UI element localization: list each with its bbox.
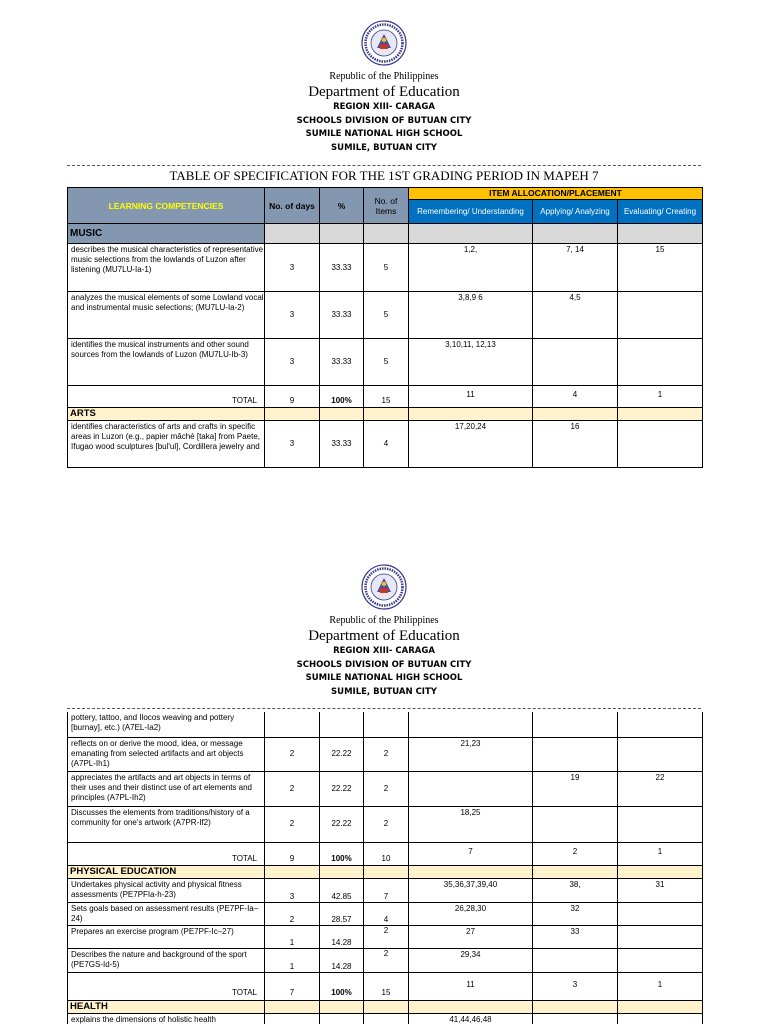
- address-line: SUMILE, BUTUAN CITY: [331, 686, 437, 697]
- specification-table-continued: [67, 712, 703, 1024]
- table-row: [68, 292, 703, 339]
- header-remembering: Remembering/ Understanding: [409, 200, 533, 224]
- republic-line: Republic of the Philippines: [329, 71, 439, 82]
- items-cell: 2: [364, 806, 409, 842]
- days-cell: 3: [265, 421, 320, 468]
- section-music: MUSIC: [68, 224, 265, 244]
- applying-cell: [533, 948, 618, 972]
- competency-cell: appreciates the artifacts and art objects in terms of their uses and their distinct use of art elements and principles (A7PL-Ih2): [68, 771, 265, 806]
- section-arts: ARTS: [68, 408, 265, 421]
- days-cell: 2: [265, 737, 320, 771]
- applying-cell: [533, 737, 618, 771]
- deped-seal-icon: [361, 564, 407, 610]
- evaluating-cell: 15: [618, 244, 703, 292]
- items-cell: 2: [364, 737, 409, 771]
- evaluating-cell: [618, 806, 703, 842]
- remembering-cell: 41,44,46,48: [409, 1013, 533, 1024]
- competency-cell: identifies characteristics of arts and crafts in specific areas in Luzon (e.g., papier mâché [taka] from Paete, Ifugao wood sculptures [bul'ul], Cordillera jewelry and: [68, 421, 265, 468]
- table-row: [68, 948, 703, 972]
- divider: [67, 165, 701, 166]
- republic-line: Republic of the Philippines: [329, 615, 439, 626]
- header-days: No. of days: [265, 188, 320, 224]
- total-days: 9: [265, 386, 320, 408]
- total-remembering: 11: [409, 386, 533, 408]
- header-percent: %: [320, 188, 364, 224]
- page-2: [0, 542, 768, 1024]
- total-evaluating: 1: [618, 972, 703, 1000]
- table-row: [68, 925, 703, 948]
- competency-cell: Undertakes physical activity and physical fitness assessments (PE7PFIa-h-23): [68, 878, 265, 902]
- remembering-cell: 1,2,: [409, 244, 533, 292]
- percent-cell: 42.85: [320, 878, 364, 902]
- competency-cell: Sets goals based on assessment results (PE7PF-Ia–24): [68, 902, 265, 925]
- days-cell: 2: [265, 771, 320, 806]
- competency-cell: describes the musical characteristics of representative music selections from the lowlands of Luzon after listening (MU7LU-Ia-1): [68, 244, 265, 292]
- percent-cell: 22.22: [320, 737, 364, 771]
- evaluating-cell: [618, 948, 703, 972]
- remembering-cell: 27: [409, 925, 533, 948]
- divider: [67, 708, 701, 709]
- competency-cell: Prepares an exercise program (PE7PF-Ic–27): [68, 925, 265, 948]
- table-row: [68, 244, 703, 292]
- evaluating-cell: [618, 737, 703, 771]
- total-applying: 3: [533, 972, 618, 1000]
- address-line: SUMILE, BUTUAN CITY: [331, 142, 437, 153]
- applying-cell: 4,5: [533, 292, 618, 339]
- applying-cell: 19: [533, 771, 618, 806]
- competency-cell: explains the dimensions of holistic health: [68, 1013, 265, 1024]
- evaluating-cell: [618, 1013, 703, 1024]
- remembering-cell: 29,34: [409, 948, 533, 972]
- department-line: Department of Education: [308, 84, 460, 100]
- total-items: 15: [364, 972, 409, 1000]
- table-row: [68, 1013, 703, 1024]
- applying-cell: 16: [533, 421, 618, 468]
- items-cell: 7: [364, 878, 409, 902]
- applying-cell: [533, 1013, 618, 1024]
- evaluating-cell: 22: [618, 771, 703, 806]
- total-row: [68, 386, 703, 408]
- competency-cell: Discusses the elements from traditions/history of a community for one's artwork (A7PR-If2): [68, 806, 265, 842]
- specification-table: [67, 187, 703, 468]
- days-cell: 3: [265, 878, 320, 902]
- table-row: [68, 878, 703, 902]
- school-line: SUMILE NATIONAL HIGH SCHOOL: [305, 673, 463, 683]
- items-cell: 2: [364, 925, 409, 948]
- total-label: TOTAL: [68, 386, 265, 408]
- evaluating-cell: 31: [618, 878, 703, 902]
- header-evaluating: Evaluating/ Creating: [618, 200, 703, 224]
- letterhead: [0, 615, 768, 699]
- remembering-cell: 35,36,37,39,40: [409, 878, 533, 902]
- days-cell: 3: [265, 244, 320, 292]
- items-cell: [364, 1013, 409, 1024]
- remembering-cell: 18,25: [409, 806, 533, 842]
- remembering-cell: [409, 771, 533, 806]
- total-evaluating: 1: [618, 386, 703, 408]
- competency-cell: Describes the nature and background of the sport (PE7GS-Id-5): [68, 948, 265, 972]
- percent-cell: 33.33: [320, 292, 364, 339]
- header-items: No. of Items: [364, 188, 409, 224]
- remembering-cell: 3,10,11, 12,13: [409, 339, 533, 386]
- applying-cell: [533, 806, 618, 842]
- region-line: REGION XIII- CARAGA: [333, 646, 435, 656]
- total-label: TOTAL: [68, 972, 265, 1000]
- percent-cell: 22.22: [320, 806, 364, 842]
- percent-cell: 33.33: [320, 244, 364, 292]
- total-percent: 100%: [320, 386, 364, 408]
- competency-cell: analyzes the musical elements of some Lowland vocal and instrumental music selections; (MU7LU-Ia-2): [68, 292, 265, 339]
- section-physical-education: PHYSICAL EDUCATION: [68, 865, 265, 878]
- competency-cell: identifies the musical instruments and other sound sources from the lowlands of Luzon (MU7LU-Ib-3): [68, 339, 265, 386]
- total-remembering: 11: [409, 972, 533, 1000]
- applying-cell: 38,: [533, 878, 618, 902]
- document-title: TABLE OF SPECIFICATION FOR THE 1ST GRADING PERIOD IN MAPEH 7: [169, 168, 599, 183]
- applying-cell: 32: [533, 902, 618, 925]
- total-row: [68, 972, 703, 1000]
- header-allocation: ITEM ALLOCATION/PLACEMENT: [409, 188, 703, 200]
- days-cell: [265, 1013, 320, 1024]
- days-cell: 2: [265, 902, 320, 925]
- percent-cell: 14.28: [320, 948, 364, 972]
- remembering-cell: 26,28,30: [409, 902, 533, 925]
- percent-cell: 14.28: [320, 925, 364, 948]
- total-applying: 4: [533, 386, 618, 408]
- total-items: 15: [364, 386, 409, 408]
- days-cell: 1: [265, 925, 320, 948]
- header-applying: Applying/ Analyzing: [533, 200, 618, 224]
- days-cell: 2: [265, 806, 320, 842]
- items-cell: 4: [364, 902, 409, 925]
- remembering-cell: 21,23: [409, 737, 533, 771]
- days-cell: 1: [265, 948, 320, 972]
- evaluating-cell: [618, 902, 703, 925]
- items-cell: 2: [364, 948, 409, 972]
- percent-cell: 33.33: [320, 421, 364, 468]
- items-cell: 5: [364, 292, 409, 339]
- total-days: 9: [265, 842, 320, 865]
- region-line: REGION XIII- CARAGA: [333, 102, 435, 112]
- remembering-cell: 17,20,24: [409, 421, 533, 468]
- evaluating-cell: [618, 292, 703, 339]
- total-label: TOTAL: [68, 842, 265, 865]
- table-row: [68, 737, 703, 771]
- division-line: SCHOOLS DIVISION OF BUTUAN CITY: [296, 659, 472, 670]
- table-row: [68, 421, 703, 468]
- table-row: [68, 339, 703, 386]
- total-items: 10: [364, 842, 409, 865]
- percent-cell: 22.22: [320, 771, 364, 806]
- items-cell: 5: [364, 244, 409, 292]
- header-competencies: LEARNING COMPETENCIES: [68, 188, 265, 224]
- evaluating-cell: [618, 421, 703, 468]
- total-evaluating: 1: [618, 842, 703, 865]
- items-cell: 2: [364, 771, 409, 806]
- days-cell: 3: [265, 292, 320, 339]
- school-line: SUMILE NATIONAL HIGH SCHOOL: [305, 129, 463, 139]
- division-line: SCHOOLS DIVISION OF BUTUAN CITY: [296, 115, 472, 126]
- table-row: [68, 902, 703, 925]
- total-percent: 100%: [320, 972, 364, 1000]
- total-days: 7: [265, 972, 320, 1000]
- table-row: [68, 806, 703, 842]
- percent-cell: [320, 1013, 364, 1024]
- total-percent: 100%: [320, 842, 364, 865]
- competency-continuation: pottery, tattoo, and Ilocos weaving and pottery [burnay], etc.) (A7EL-Ia2): [68, 712, 265, 737]
- days-cell: 3: [265, 339, 320, 386]
- total-row: [68, 842, 703, 865]
- table-row: [68, 712, 703, 737]
- percent-cell: 28.57: [320, 902, 364, 925]
- total-applying: 2: [533, 842, 618, 865]
- remembering-cell: 3,8,9 6: [409, 292, 533, 339]
- evaluating-cell: [618, 339, 703, 386]
- items-cell: 5: [364, 339, 409, 386]
- percent-cell: 33.33: [320, 339, 364, 386]
- letterhead: [0, 71, 768, 155]
- evaluating-cell: [618, 925, 703, 948]
- items-cell: 4: [364, 421, 409, 468]
- applying-cell: 33: [533, 925, 618, 948]
- deped-seal-icon: [361, 20, 407, 66]
- total-remembering: 7: [409, 842, 533, 865]
- applying-cell: 7, 14: [533, 244, 618, 292]
- section-health: HEALTH: [68, 1000, 265, 1013]
- competency-cell: reflects on or derive the mood, idea, or message emanating from selected artifacts and art objects (A7PL-Ih1): [68, 737, 265, 771]
- applying-cell: [533, 339, 618, 386]
- table-row: [68, 771, 703, 806]
- department-line: Department of Education: [308, 628, 460, 644]
